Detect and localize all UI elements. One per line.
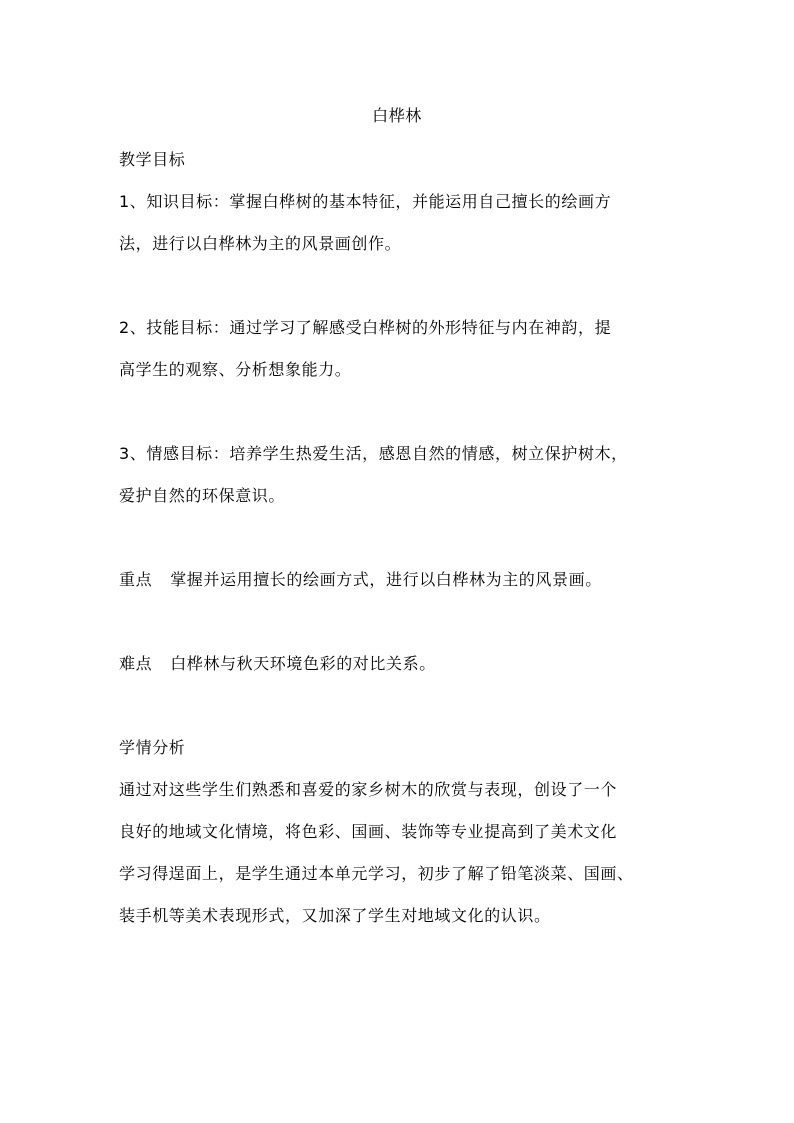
section-heading-objectives: 教学目标 <box>119 150 186 169</box>
section-heading-analysis: 学情分析 <box>119 738 186 757</box>
objective-3-line-2: 爱护自然的环保意识。 <box>119 486 286 505</box>
analysis-line-1: 通过对这些学生们熟悉和喜爱的家乡树木的欣赏与表现，创设了一个 <box>119 780 618 799</box>
key-point-row <box>119 570 602 590</box>
difficulty-label: 难点 <box>119 654 153 673</box>
objective-2-line-1: 2、技能目标：通过学习了解感受白桦树的外形特征与内在神韵，提 <box>119 318 612 337</box>
analysis-line-4: 装手机等美术表现形式，又加深了学生对地域文化的认识。 <box>119 906 551 925</box>
difficulty-row <box>119 654 436 674</box>
difficulty-text: 白桦林与秋天环境色彩的对比关系。 <box>170 654 436 673</box>
objective-1-line-2: 法，进行以白桦林为主的风景画创作。 <box>119 234 402 253</box>
analysis-line-3: 学习得逞面上，是学生通过本单元学习，初步了解了铅笔淡菜、国画、 <box>119 864 634 883</box>
analysis-line-2: 良好的地域文化情境，将色彩、国画、装饰等专业提高到了美术文化 <box>119 822 618 841</box>
key-point-text: 掌握并运用擅长的绘画方式，进行以白桦林为主的风景画。 <box>170 570 602 589</box>
key-point-label: 重点 <box>119 570 153 589</box>
document-title: 白桦林 <box>372 106 422 125</box>
objective-3-line-1: 3、情感目标：培养学生热爱生活，感恩自然的情感，树立保护树木， <box>119 444 628 463</box>
objective-1-line-1: 1、知识目标：掌握白桦树的基本特征，并能运用自己擅长的绘画方 <box>119 192 612 211</box>
objective-2-line-2: 高学生的观察、分析想象能力。 <box>119 360 352 379</box>
